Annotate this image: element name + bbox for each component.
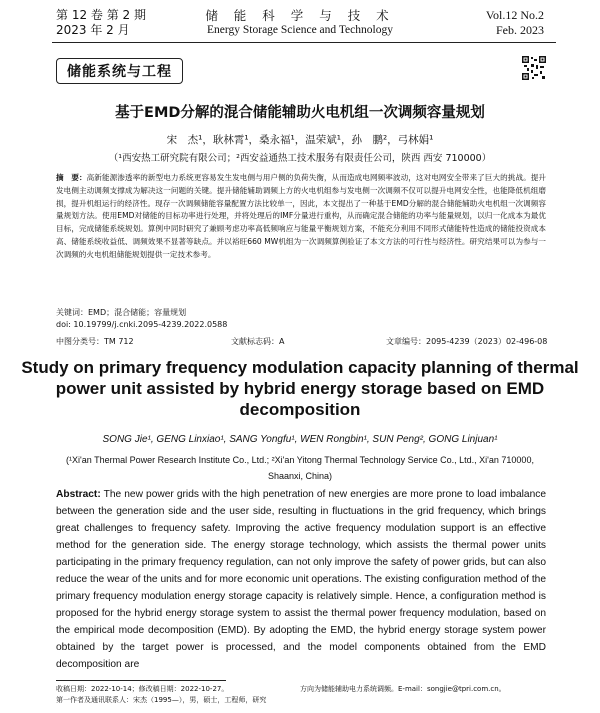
date-en: Feb. 2023 (496, 23, 544, 37)
journal-name-en: Energy Storage Science and Technology (207, 24, 393, 36)
journal-name-cn: 储 能 科 学 与 技 术 (205, 8, 395, 23)
abstract-cn-text: 高新能源渗透率的新型电力系统更容易发生发电侧与用户侧的负荷失衡，从而造成电网频率波动，这对电网安全带来了巨大的挑战。提升发电侧主动调频支撑成为解决这一问题的关键。提升储能辅助调频上方的火电机组参与发电侧一次调频不仅可以提升电网安全性，也能降低机组磨损，提升机组运行的经济性。现存一次调频储能容量配置方法比较单一，因此，本文提出了一种基于EMD分解的混合储能辅助火电机组一次调频容量规划方法。使用EMD对储能的目标功率进行处理，并将处理后的IMF分量进行重构，从而确定混合储能的功率与能量规划，以归一化成本为最优目标，完成储能系统规划。算例中同时研究了兼顾考虑功率高低频响应与能量平衡规划方案，不能充分利用不同形式储能特性造成的储能投资成本高、储能系统收益低、调频效果不显著等缺点。并以裕旺660 MW机组为一次调频算例验证了本文方法的可行性与经济性。研究结果可以为参与一次调频的火电机组储能规划提供一定技术参考。 (56, 173, 547, 259)
document-code: 文献标志码：A (231, 337, 285, 346)
doi: doi: 10.19799/j.cnki.2095-4239.2022.0588 (56, 320, 228, 329)
abstract-cn (56, 172, 546, 262)
abstract-en-label: Abstract: (56, 489, 101, 500)
volume-cn: 第 12 卷 第 2 期 (56, 8, 146, 22)
clc-number: 中图分类号：TM 712 (56, 337, 134, 346)
qr-code-icon (522, 56, 546, 80)
section-label: 储能系统与工程 (56, 58, 183, 84)
volume-en: Vol.12 No.2 (485, 8, 544, 22)
footnote-received: 收稿日期：2022-10-14；修改稿日期：2022-10-27。 (56, 685, 229, 693)
abstract-en-text: The new power grids with the high penetration of new energies are more prone to load imbalance between the generation side and the user side, resulting in fluctuations in the grid frequency, which brings great challenges to frequency safety. Improving the active frequency modulation support is an effective method for the generation side. The energy storage technology, which assists the thermal power units participating in the primary frequency regulation, can not only improve the safety of power grids, but can also reduce the wear of the units and for more economic unit operations. The existing configuration method of the primary frequency modulation energy storage capacity is relatively simple. Hence, a configuration method is proposed for the hybrid energy storage system to assist the thermal power frequency modulation, based on the empirical mode decomposition (EMD). By adopting the EMD, the hybrid energy storage system power obtained by the target power is processed, and the model components obtained from the EMD decomposition are (56, 489, 546, 670)
keywords-cn: 关键词：EMD；混合储能；容量规划 (56, 308, 187, 317)
date-cn: 2023 年 2 月 (56, 23, 130, 37)
title-cn: 基于EMD分解的混合储能辅助火电机组一次调频容量规划 (115, 105, 485, 121)
affiliation-cn: （¹西安热工研究院有限公司；²西安益通热工技术服务有限责任公司，陕西 西安 710000） (108, 153, 492, 164)
abstract-en (56, 486, 546, 673)
authors-en: SONG Jie¹, GENG Linxiao¹, SANG Yongfu¹, WEN Rongbin¹, SUN Peng², GONG Linjuan¹ (102, 434, 498, 445)
footnote-research: 方向为储能辅助电力系统调频。E-mail：songjie@tpri.com.cn。 (300, 685, 506, 693)
footnote-divider (56, 680, 226, 681)
abstract-cn-label: 摘 要： (56, 173, 87, 182)
header-volume-en (486, 8, 544, 38)
affiliation-en: (¹Xi'an Thermal Power Research Institute Co., Ltd.; ²Xi'an Yitong Thermal Technology Service Co., Ltd., Xi'an 710000, Shaanxi, China) (66, 455, 534, 481)
authors-cn: 宋 杰¹，耿林霄¹，桑永福¹，温荣斌¹，孙 鹏²，弓林娟¹ (166, 134, 434, 146)
footnote-author: 第一作者及通讯联系人：宋杰（1995—），男，硕士，工程师，研究 (56, 696, 267, 704)
header-divider (52, 42, 556, 43)
article-number: 文章编号：2095-4239（2023）02-496-08 (386, 337, 548, 346)
title-en: Study on primary frequency modulation capacity planning of thermal power unit assisted by hybrid energy storage based on EMD decomposition (21, 358, 579, 419)
